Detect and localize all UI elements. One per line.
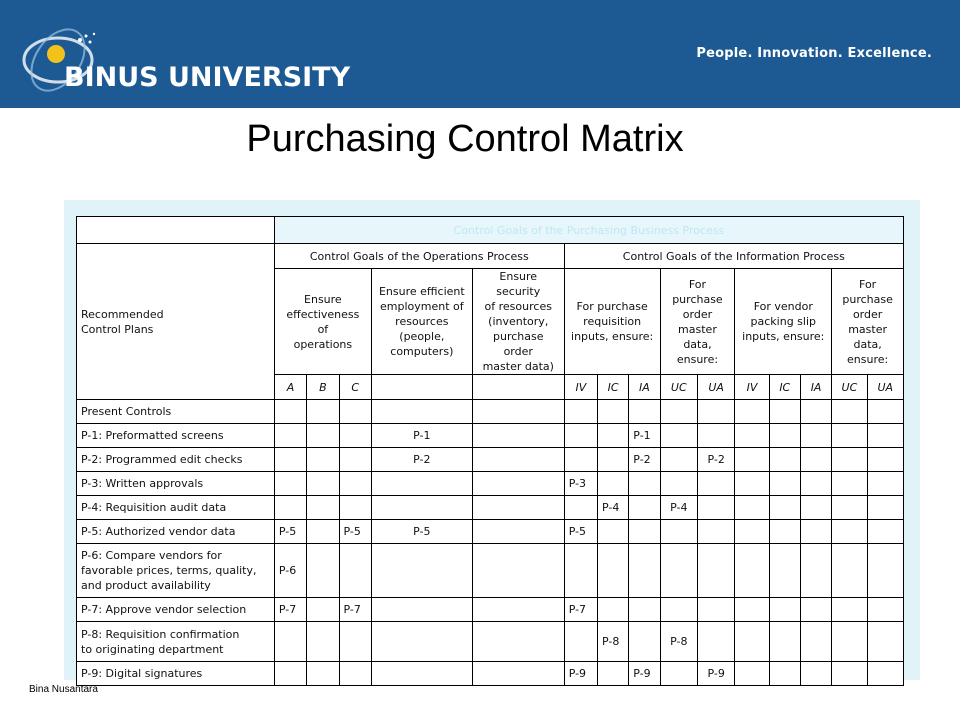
matrix-cell [598, 448, 629, 472]
matrix-cell [697, 622, 734, 662]
matrix-cell [564, 544, 597, 598]
subcol-iv-2: IV [735, 375, 769, 400]
table-row [77, 424, 904, 448]
matrix-cell [629, 472, 660, 496]
matrix-cell [769, 496, 800, 520]
table-row [77, 448, 904, 472]
matrix-cell [697, 424, 734, 448]
subcol-ua: UA [697, 375, 734, 400]
matrix-panel [64, 200, 920, 680]
subcol-ic-2: IC [769, 375, 800, 400]
matrix-cell [697, 496, 734, 520]
matrix-cell [371, 622, 472, 662]
matrix-cell [697, 472, 734, 496]
control-plan-label: P-7: Approve vendor selection [77, 598, 275, 622]
subcol-iv: IV [564, 375, 597, 400]
matrix-cell [735, 598, 769, 622]
matrix-cell [832, 496, 867, 520]
matrix-cell [371, 662, 472, 686]
binus-logo [20, 20, 351, 100]
goal-po-master-data: For purchase order master data, ensure: [660, 269, 735, 375]
subcol-blank-1 [371, 375, 472, 400]
matrix-cell: P-8 [660, 622, 697, 662]
matrix-cell [735, 472, 769, 496]
matrix-cell [371, 598, 472, 622]
footer-text: Bina Nusantara [29, 684, 98, 695]
matrix-cell [629, 496, 660, 520]
control-plan-label: P-9: Digital signatures [77, 662, 275, 686]
matrix-cell [800, 472, 831, 496]
matrix-cell [598, 598, 629, 622]
matrix-cell [339, 496, 371, 520]
matrix-cell [307, 424, 339, 448]
matrix-cell [339, 472, 371, 496]
goal-packing-slip-inputs: For vendor packing slip inputs, ensure: [735, 269, 832, 375]
table-row [77, 472, 904, 496]
control-plan-label: P-1: Preformatted screens [77, 424, 275, 448]
goal-po-master-data-2: For purchase order master data, ensure: [832, 269, 904, 375]
section-present-controls: Present Controls [77, 400, 275, 424]
information-header: Control Goals of the Information Process [564, 244, 903, 269]
matrix-cell [598, 544, 629, 598]
matrix-cell [867, 472, 903, 496]
matrix-cell [697, 598, 734, 622]
matrix-cell: P-8 [598, 622, 629, 662]
matrix-cell [867, 622, 903, 662]
plans-header: Recommended Control Plans [77, 244, 275, 400]
matrix-cell: P-9 [564, 662, 597, 686]
subcol-ia-2: IA [800, 375, 831, 400]
operations-header: Control Goals of the Operations Process [274, 244, 564, 269]
matrix-cell [660, 472, 697, 496]
matrix-cell [472, 598, 564, 622]
matrix-cell [769, 472, 800, 496]
matrix-cell [274, 448, 306, 472]
header-bar [0, 0, 960, 108]
matrix-cell [769, 662, 800, 686]
matrix-cell [697, 544, 734, 598]
subcol-uc-2: UC [832, 375, 867, 400]
matrix-cell [307, 662, 339, 686]
matrix-cell [564, 496, 597, 520]
matrix-cell [800, 598, 831, 622]
matrix-cell: P-4 [598, 496, 629, 520]
matrix-cell [832, 448, 867, 472]
matrix-cell [735, 448, 769, 472]
matrix-cell [660, 448, 697, 472]
matrix-cell [769, 622, 800, 662]
matrix-cell [832, 598, 867, 622]
matrix-cell [598, 662, 629, 686]
goal-security: Ensure security of resources (inventory, purchase order master data) [472, 269, 564, 375]
matrix-cell [472, 496, 564, 520]
matrix-cell [660, 544, 697, 598]
subcol-c: C [339, 375, 371, 400]
matrix-cell [660, 662, 697, 686]
table-row [77, 520, 904, 544]
matrix-cell [307, 544, 339, 598]
matrix-cell [371, 496, 472, 520]
matrix-cell [598, 424, 629, 448]
table-row [77, 598, 904, 622]
matrix-cell [472, 448, 564, 472]
matrix-cell [800, 448, 831, 472]
matrix-cell [472, 544, 564, 598]
goal-requisition-inputs: For purchase requisition inputs, ensure: [564, 269, 660, 375]
matrix-cell [307, 598, 339, 622]
matrix-cell [274, 662, 306, 686]
matrix-cell: P-4 [660, 496, 697, 520]
control-plan-label: P-4: Requisition audit data [77, 496, 275, 520]
matrix-cell: P-5 [339, 520, 371, 544]
matrix-cell: P-7 [339, 598, 371, 622]
matrix-cell [769, 598, 800, 622]
matrix-cell [660, 424, 697, 448]
subcol-blank-2 [472, 375, 564, 400]
matrix-cell: P-9 [697, 662, 734, 686]
matrix-cell [307, 496, 339, 520]
matrix-cell [274, 496, 306, 520]
matrix-cell [371, 544, 472, 598]
matrix-cell [274, 472, 306, 496]
table-row [77, 662, 904, 686]
matrix-cell [564, 622, 597, 662]
corner-cell [77, 217, 275, 244]
control-plan-label: P-6: Compare vendors for favorable prices, terms, quality, and product availability [77, 544, 275, 598]
matrix-cell [867, 544, 903, 598]
matrix-cell [598, 520, 629, 544]
matrix-cell [660, 520, 697, 544]
matrix-cell [769, 448, 800, 472]
control-plan-label: P-2: Programmed edit checks [77, 448, 275, 472]
matrix-cell [339, 662, 371, 686]
matrix-cell [339, 622, 371, 662]
university-name: BINUS UNIVERSITY [64, 62, 351, 93]
goal-effectiveness: Ensure effectiveness of operations [274, 269, 371, 375]
matrix-cell: P-7 [564, 598, 597, 622]
control-plan-label: P-3: Written approvals [77, 472, 275, 496]
subcol-ic: IC [598, 375, 629, 400]
matrix-cell [867, 598, 903, 622]
table-row [77, 622, 904, 662]
table-row [77, 544, 904, 598]
matrix-cell [867, 496, 903, 520]
subcol-b: B [307, 375, 339, 400]
matrix-cell [769, 544, 800, 598]
control-plan-label: P-8: Requisition confirmation to originating department [77, 622, 275, 662]
matrix-cell [800, 496, 831, 520]
subcol-ua-2: UA [867, 375, 903, 400]
matrix-cell [800, 544, 831, 598]
matrix-cell [769, 424, 800, 448]
matrix-cell [735, 424, 769, 448]
matrix-cell: P-7 [274, 598, 306, 622]
matrix-cell: P-5 [371, 520, 472, 544]
matrix-cell [472, 424, 564, 448]
matrix-cell [735, 662, 769, 686]
matrix-cell [769, 520, 800, 544]
matrix-cell [598, 472, 629, 496]
matrix-cell [867, 424, 903, 448]
matrix-cell [735, 544, 769, 598]
matrix-cell [274, 622, 306, 662]
control-plan-label: P-5: Authorized vendor data [77, 520, 275, 544]
matrix-cell [832, 472, 867, 496]
matrix-cell [629, 544, 660, 598]
matrix-cell [564, 448, 597, 472]
subcol-uc: UC [660, 375, 697, 400]
matrix-cell [832, 662, 867, 686]
matrix-cell [564, 424, 597, 448]
matrix-cell [472, 622, 564, 662]
matrix-cell [867, 520, 903, 544]
matrix-cell [307, 448, 339, 472]
matrix-cell [800, 424, 831, 448]
matrix-cell [629, 520, 660, 544]
matrix-cell: P-5 [274, 520, 306, 544]
matrix-cell [735, 496, 769, 520]
matrix-cell [832, 544, 867, 598]
matrix-cell: P-1 [371, 424, 472, 448]
matrix-cell [660, 598, 697, 622]
matrix-cell [339, 544, 371, 598]
matrix-cell [735, 622, 769, 662]
subcol-a: A [274, 375, 306, 400]
matrix-cell [307, 622, 339, 662]
matrix-cell: P-2 [629, 448, 660, 472]
matrix-cell: P-3 [564, 472, 597, 496]
matrix-cell [800, 622, 831, 662]
slide-title: Purchasing Control Matrix [246, 118, 684, 160]
subcol-ia: IA [629, 375, 660, 400]
matrix-cell [629, 598, 660, 622]
matrix-cell [832, 424, 867, 448]
matrix-body [77, 424, 904, 686]
matrix-cell: P-6 [274, 544, 306, 598]
matrix-cell [339, 424, 371, 448]
matrix-cell [307, 520, 339, 544]
table-row [77, 496, 904, 520]
matrix-cell [472, 472, 564, 496]
matrix-cell [735, 520, 769, 544]
matrix-cell [274, 424, 306, 448]
matrix-cell: P-1 [629, 424, 660, 448]
matrix-cell [472, 662, 564, 686]
matrix-cell: P-5 [564, 520, 597, 544]
control-matrix-table [76, 216, 904, 686]
matrix-cell [867, 448, 903, 472]
matrix-cell [371, 472, 472, 496]
goal-efficiency: Ensure efficient employment of resources (people, computers) [371, 269, 472, 375]
matrix-cell [307, 472, 339, 496]
goal-banner: Control Goals of the Purchasing Business Process [274, 217, 903, 244]
matrix-cell [800, 520, 831, 544]
matrix-cell [697, 520, 734, 544]
matrix-cell [339, 448, 371, 472]
matrix-cell [800, 662, 831, 686]
matrix-cell [832, 520, 867, 544]
matrix-cell [629, 622, 660, 662]
matrix-cell [472, 520, 564, 544]
matrix-cell: P-9 [629, 662, 660, 686]
matrix-cell [832, 622, 867, 662]
tagline: People. Innovation. Excellence. [696, 46, 932, 61]
matrix-cell: P-2 [697, 448, 734, 472]
matrix-cell: P-2 [371, 448, 472, 472]
matrix-cell [867, 662, 903, 686]
